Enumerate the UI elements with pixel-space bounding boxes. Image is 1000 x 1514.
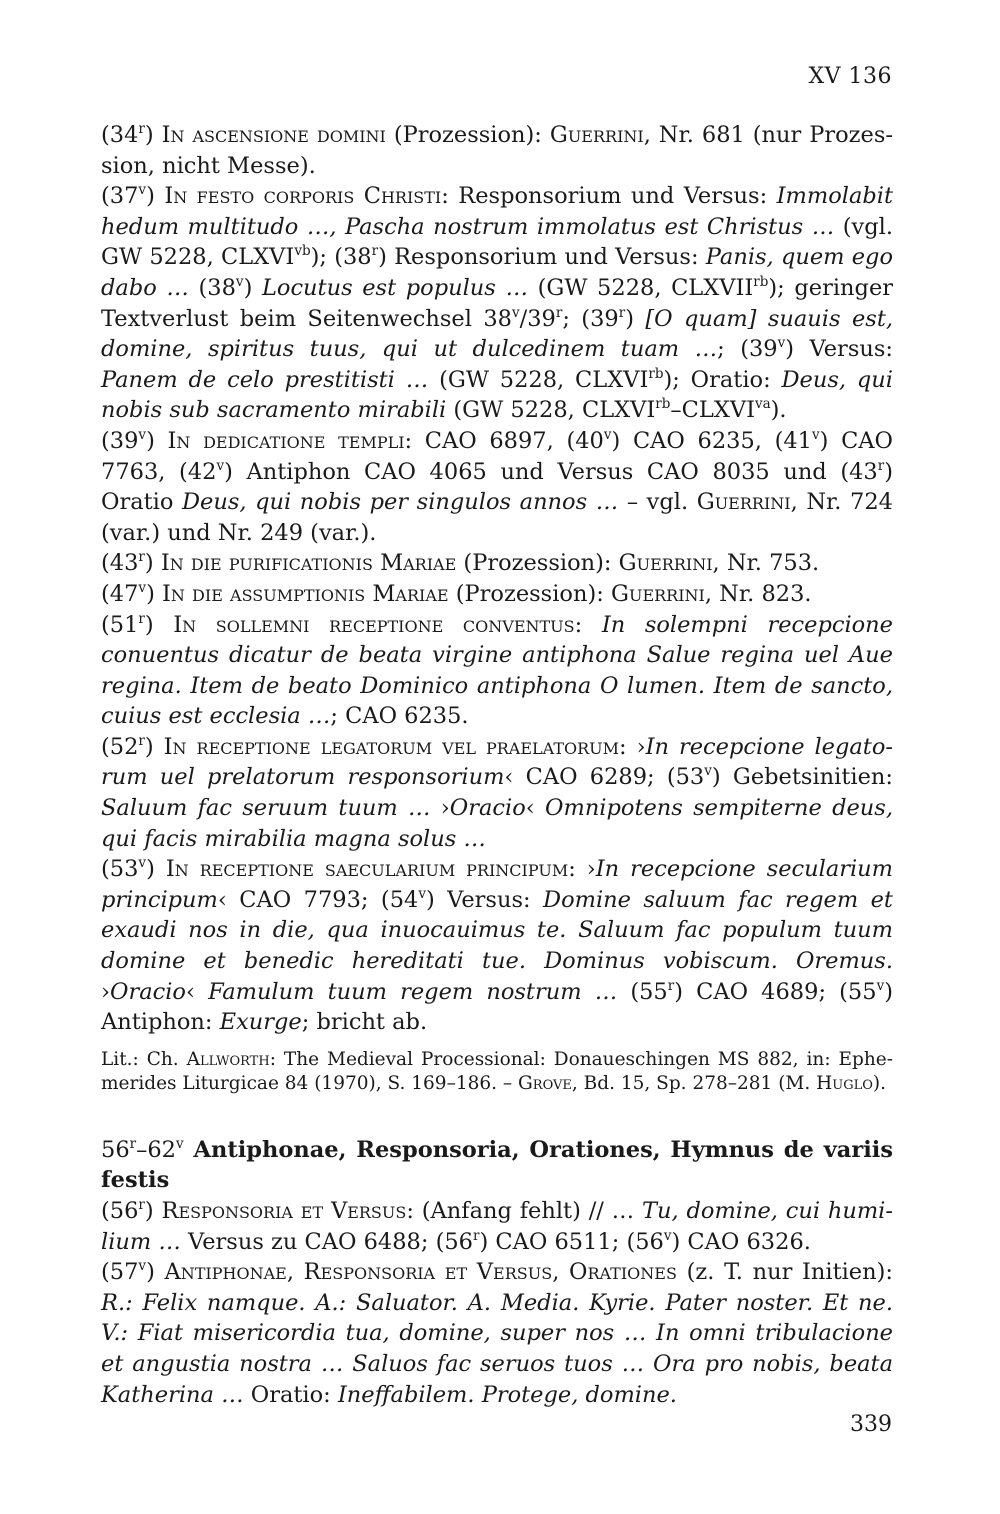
entry-heading: In dedicatione templi (167, 427, 405, 454)
entry-dedicatione-templi: (39$^v$) In dedicatione templi: CAO 6897, (40$^v$) CAO 6235, (41$^v$) CAO 7763, (42$^v$) Antiphon CAO 4065 und Versus CAO 8035 und (43$^r$) Oratio Deus, qui nobis per singulos annos … – vgl. Guerrini, Nr. 724 (var.) und Nr. 249 (var.). (101, 427, 893, 546)
entry-purificationis: (43$^r$) In die purificationis Mariae (Prozession): Guerrini, Nr. 753. (101, 549, 820, 577)
entry-receptione-conventus: (51$^r$) In sollemni receptione conventus: In solempni recepcione conuentus dicatur de beata virgine antiphona Salue regina uel Aue regina. Item de beato Dominico antiphona O lumen. Item de sancto, cuius est ecclesia …; CAO 6235. (101, 610, 893, 730)
entry-responsoria: (56$^r$) Responsoria et Versus: (Anfang fehlt) // … Tu, domine, cui humilium … Versus zu CAO 6488; (56$^r$) CAO 6511; (56$^v$) CAO 6326. (101, 1197, 893, 1255)
entry-receptione-saecularium: (53$^v$) In receptione saecularium principum: ›In recepcione secularium principum‹ CAO 7793; (54$^v$) Versus: Domine saluum fac regem et exaudi nos in die, qua inuocauimus te. Saluum fac populum tuum domine et benedic hereditati tue. Dominus vobiscum. Oremus. ›Oracio‹ Famulum tuum regem nostrum … (55$^r$) CAO 4689; (55$^v$) Antiphon: Exurge; bricht ab. (101, 855, 894, 1036)
entry-corporis-christi: (37$^v$) In festo corporis Christi: Responsorium und Versus: Immolabit hedum multitudo …, Pascha nostrum immolatus est Christus … (vgl. GW 5228, $CLXVI^{vb}$); (38$^r$) Responsorium und Versus: Panis, quem ego dabo … (38$^v$) Locutus est populus … (GW 5228, $CLXVII^{rb}$); geringer Textverlust beim Seitenwechsel 38$^v$/39$^r$; (39$^r$) [O quam] suauis est, domine, spiritus tuus, qui ut dulcedinem tuam …; (39$^v$) Versus: Panem de celo prestitisti … (GW 5228, $CLXVI^{rb}$); Oratio: Deus, qui nobis sub sacramento mirabili (GW 5228, $CLXVI^{rb}-CLXVI^{va}$). (101, 182, 894, 424)
entry-heading: In sollemni receptione conventus (173, 611, 575, 638)
entry-heading: In die purificationis Mariae (160, 550, 457, 577)
entry-heading: Responsoria et Versus (161, 1198, 407, 1224)
literature-note: Lit.: Ch. Allworth: The Medieval Processional: Donaueschingen MS 882, in: Ephemerides Liturgicae 84 (1970), S. 169–186. – Grove, Bd. 15, Sp. 278–281 (M. Huglo). (101, 1048, 893, 1095)
entry-heading: In receptione legatorum vel praelatorum (163, 733, 620, 760)
entry-assumptionis: (47$^v$) In die assumptionis Mariae (Prozession): Guerrini, Nr. 823. (101, 580, 812, 607)
running-head-signature: XV 136 (808, 64, 892, 89)
entry-antiphonae: (57$^v$) Antiphonae, Responsoria et Versus, Orationes (z. T. nur Initien): R.: Felix namque. A.: Saluator. A. Media. Kyrie. Pater noster. Et ne. V.: Fiat misericordia tua, domine, super nos … In omni tribulacione et angustia nostra … Saluos fac seruos tuos … Ora pro nobis, beata Katherina … Oratio: Ineffabilem. Protege, domine. (101, 1258, 893, 1408)
section-title: 56$^r$–62$^v$ Antiphonae, Responsoria, Orationes, Hymnus de variis festis (101, 1136, 893, 1194)
entry-heading: In die assumptionis Mariae (162, 580, 449, 607)
catalog-text (101, 120, 893, 1410)
entry-heading: In receptione saecularium principum (165, 856, 569, 883)
entry-heading: Antiphonae, Responsoria et Versus, Orationes (164, 1259, 677, 1286)
entry-heading: In ascensione domini (161, 122, 386, 148)
entry-heading: In festo corporis Christi (164, 183, 442, 210)
page-number: 339 (850, 1412, 892, 1437)
entry-ascensione: (34$^r$) In ascensione domini (Prozession): Guerrini, Nr. 681 (nur Prozession, nicht Messe). (101, 121, 893, 179)
entry-receptione-legatorum: (52$^r$) In receptione legatorum vel praelatorum: ›In recepcione legatorum uel prelatorum responsorium‹ CAO 6289; (53$^v$) Gebetsinitien: Saluum fac seruum tuum … ›Oracio‹ Omnipotens sempiterne deus, qui facis mirabilia magna solus … (101, 733, 894, 852)
